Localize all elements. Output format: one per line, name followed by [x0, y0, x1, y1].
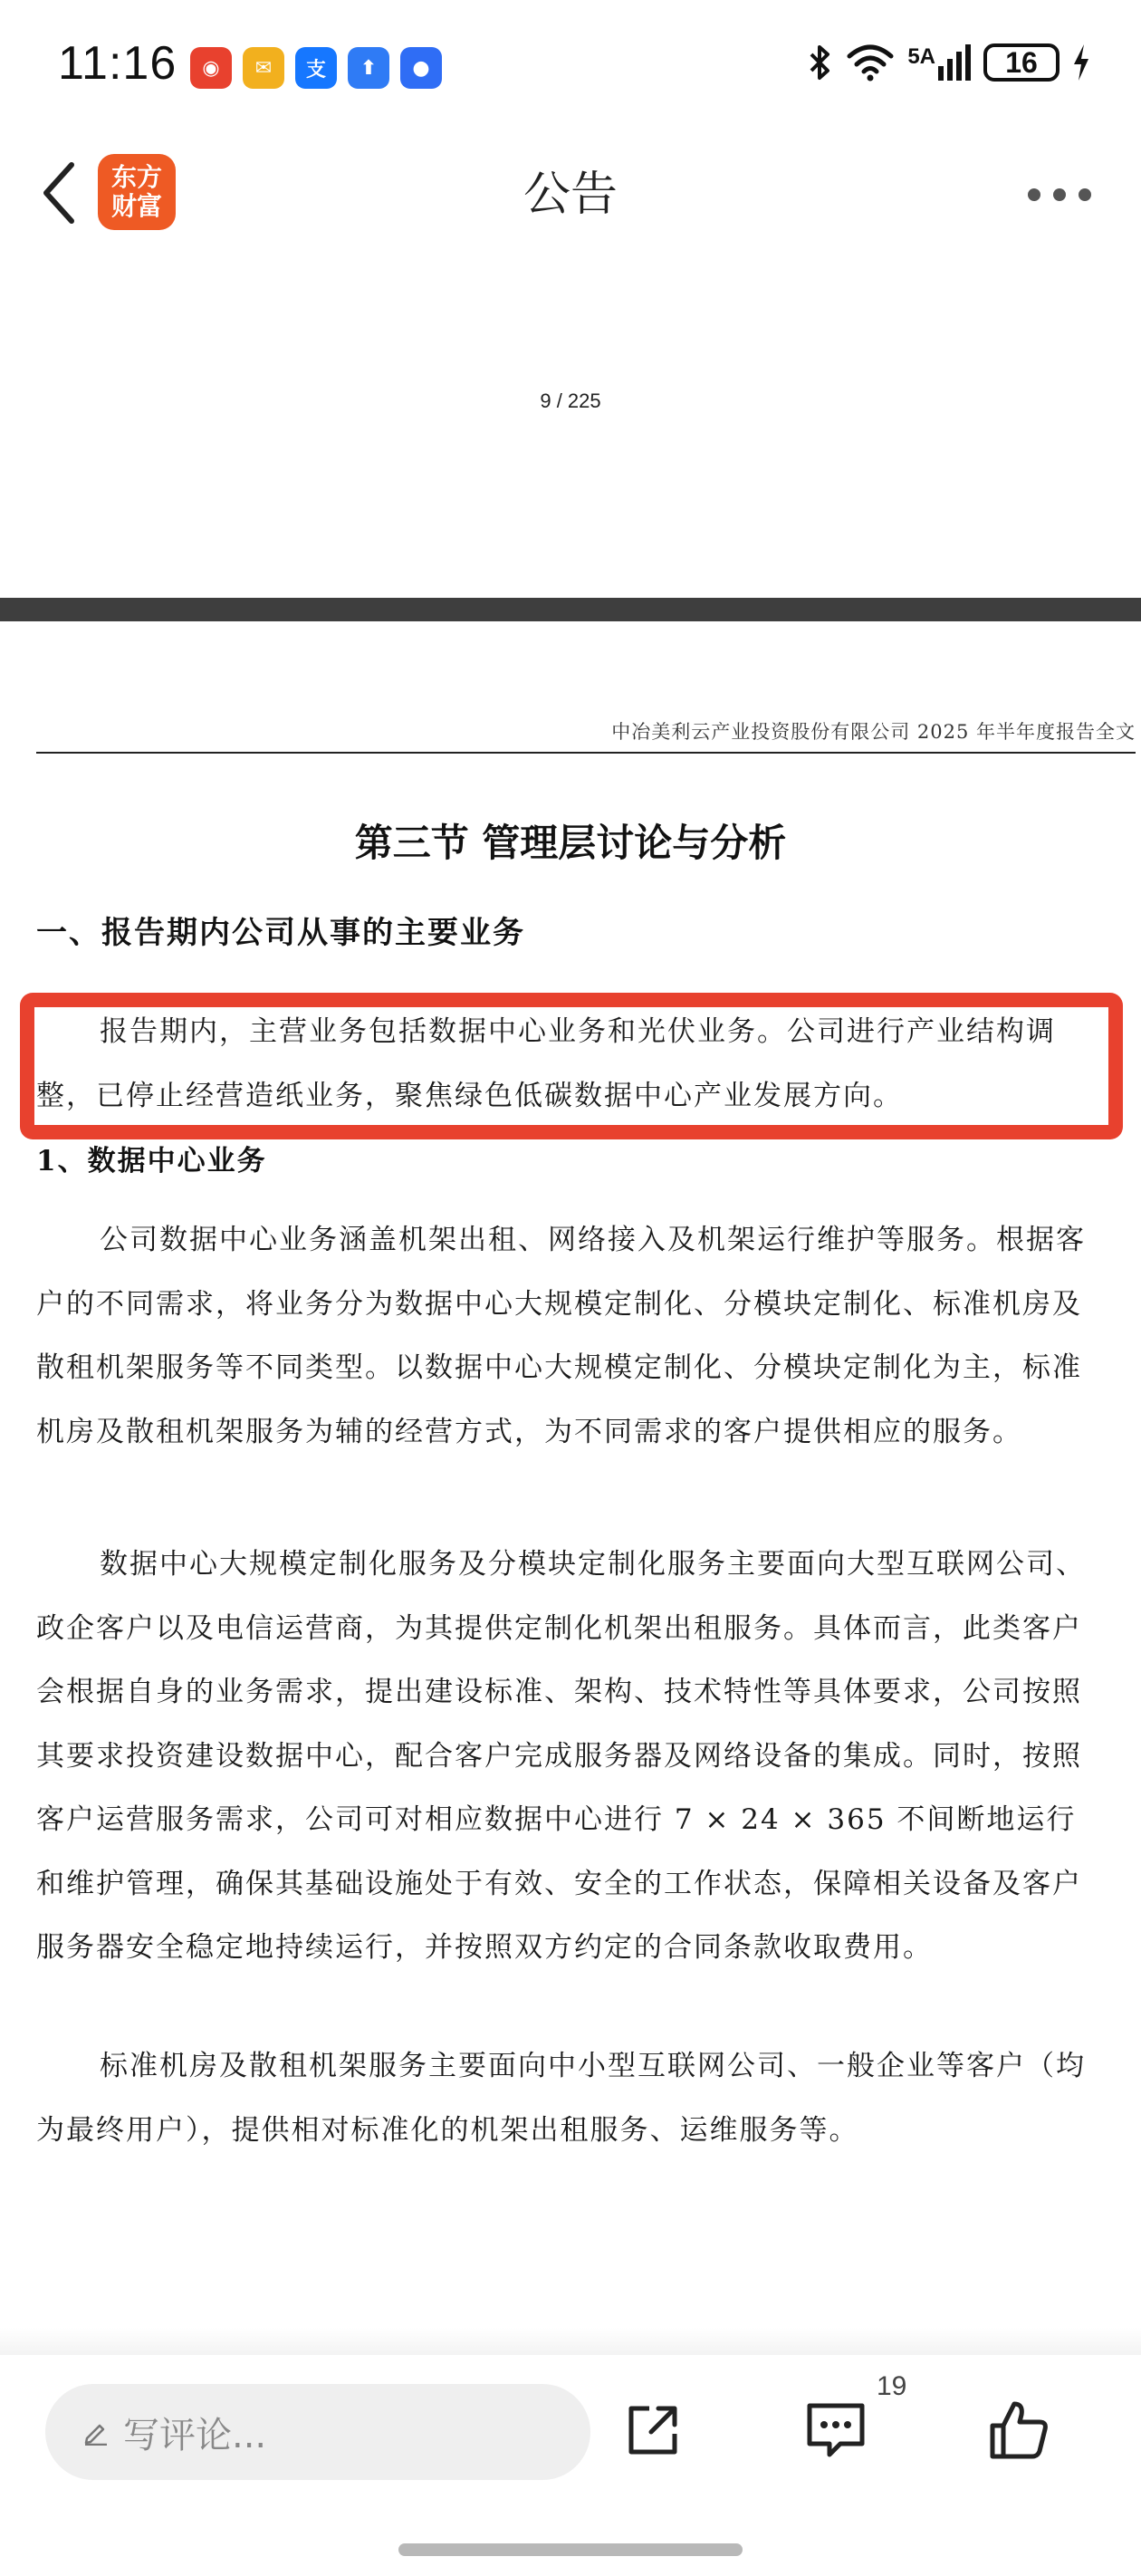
wifi-icon	[846, 43, 895, 82]
alipay-icon: 支	[295, 47, 337, 89]
brand-logo-line1: 东方	[110, 162, 162, 192]
more-dot-icon	[1028, 188, 1040, 201]
bluetooth-icon	[808, 43, 833, 82]
battery-indicator: 16	[983, 43, 1060, 82]
comment-placeholder: 写评论...	[123, 2414, 267, 2456]
home-indicator[interactable]	[398, 2543, 743, 2556]
more-dot-icon	[1079, 188, 1091, 201]
share-icon	[624, 2401, 682, 2459]
page-counter: 9 / 225	[540, 389, 601, 412]
pencil-icon	[82, 2418, 109, 2446]
comment-count-badge: 19	[877, 2371, 907, 2401]
status-time: 11:16	[58, 37, 177, 90]
header-rule	[36, 752, 1136, 754]
app-red-icon: ◉	[190, 47, 232, 89]
comment-input[interactable]	[45, 2384, 590, 2480]
network-type-label: 5A	[907, 44, 935, 69]
paragraph-data-center-overview: 公司数据中心业务涵盖机架出租、网络接入及机架运行维护等服务。根据客户的不同需求，将业务分为数据中心大规模定制化、分模块定制化、标准机房及散租机架服务等不同类型。以数据中心大规模定制化、分模块定制化为主，标准机房及散租机架服务为辅的经营方式，为不同需求的客户提供相应的服务。	[36, 1224, 1086, 1448]
notification-app-icons	[190, 47, 442, 89]
upload-icon: ⬆	[348, 47, 389, 89]
status-indicators	[808, 43, 1090, 82]
heading-data-center-business: 1、数据中心业务	[36, 1145, 267, 1177]
like-button[interactable]	[978, 2389, 1060, 2471]
more-dot-icon	[1053, 188, 1066, 201]
thumbs-up-icon	[987, 2398, 1050, 2462]
page-separator	[0, 598, 1141, 621]
more-options-button[interactable]	[1014, 172, 1105, 217]
mail-icon: ✉	[243, 47, 284, 89]
back-button[interactable]	[27, 152, 91, 234]
app-header	[0, 136, 1141, 254]
section-title: 第三节 管理层讨论与分析	[354, 821, 787, 865]
heading-main-business: 一、报告期内公司从事的主要业务	[36, 915, 525, 951]
bottom-action-bar	[0, 2355, 1141, 2576]
document-page	[0, 621, 1141, 2333]
document-running-header: 中冶美利云产业投资股份有限公司 2025 年半年度报告全文	[611, 721, 1136, 743]
highlight-annotation-box	[20, 993, 1123, 1139]
brand-logo	[98, 154, 176, 230]
chevron-left-icon	[41, 161, 77, 225]
bottom-shadow	[0, 2328, 1141, 2355]
intro-paragraph: 报告期内，主营业务包括数据中心业务和光伏业务。公司进行产业结构调整，已停止经营造纸业务，聚焦绿色低碳数据中心产业发展方向。	[36, 1015, 1056, 1112]
share-button[interactable]	[612, 2389, 694, 2471]
signal-bars-icon	[938, 44, 971, 81]
page-title: 公告	[523, 168, 618, 222]
shield-app-icon: ●	[400, 47, 442, 89]
status-bar	[0, 0, 1141, 136]
paragraph-customized-service: 数据中心大规模定制化服务及分模块定制化服务主要面向大型互联网公司、政企客户以及电信运营商，为其提供定制化机架出租服务。具体而言，此类客户会根据自身的业务需求，提出建设标准、架构、技术特性等具体要求，公司按照其要求投资建设数据中心，配合客户完成服务器及网络设备的集成。同时，按照客户运营服务需求，公司可对相应数据中心进行 7 × 24 × 365 不间断地运行和维护管理，确保其基础设施处于有效、安全的工作状态，保障相关设备及客户服务器安全稳定地持续运行，并按照双方约定的合同条款收取费用。	[36, 1548, 1086, 1964]
paragraph-standard-rack-service: 标准机房及散租机架服务主要面向中小型互联网公司、一般企业等客户（均为最终用户），提供相对标准化的机架出租服务、运维服务等。	[36, 2050, 1086, 2147]
comment-bubble-icon	[804, 2400, 868, 2460]
signal-indicator	[907, 44, 971, 81]
comments-button[interactable]	[795, 2389, 877, 2471]
brand-logo-line2: 财富	[110, 191, 162, 221]
charging-bolt-icon	[1072, 44, 1090, 81]
